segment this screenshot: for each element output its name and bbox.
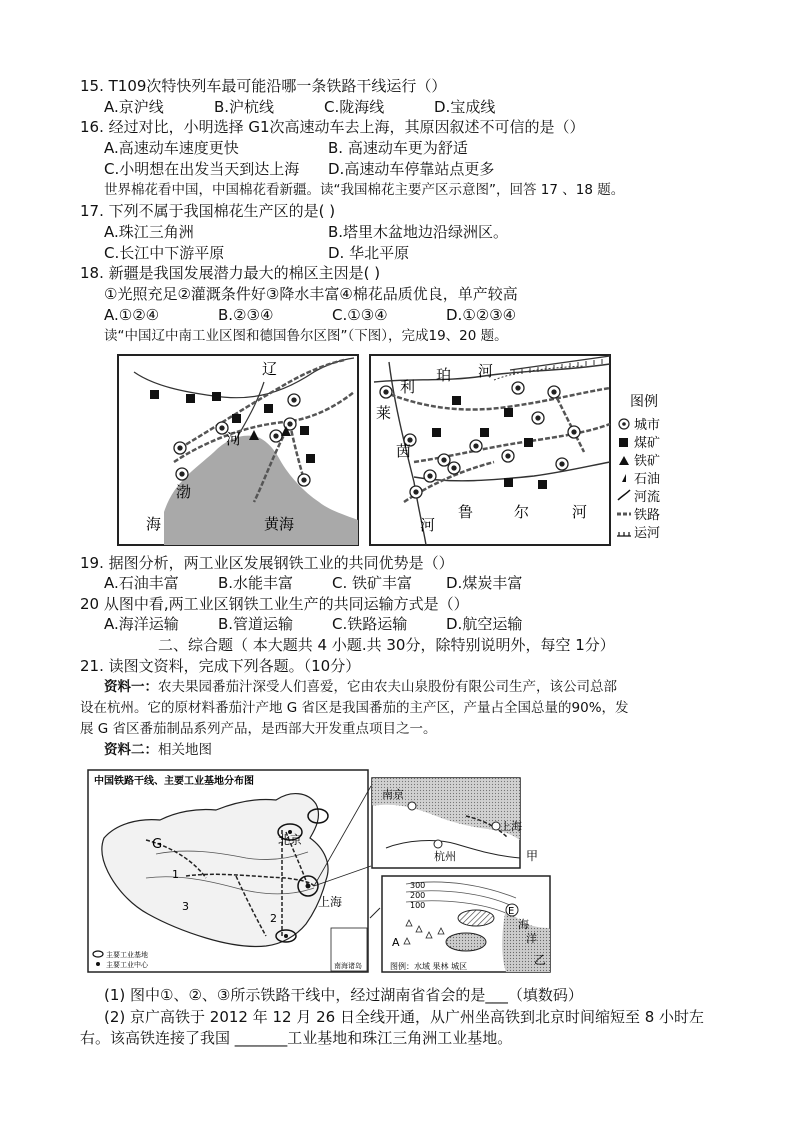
material-1-line1 — [104, 677, 617, 697]
label-g: G — [152, 837, 163, 852]
q20-option-d[interactable]: D.航空运输 — [446, 615, 523, 633]
liaozhongnan-map — [118, 355, 358, 545]
legend-center: 主要工业中心 — [106, 961, 148, 969]
q16-option-d[interactable]: D.高速动车停靠站点更多 — [328, 160, 495, 178]
label-hangzhou: 杭州 — [434, 850, 456, 863]
q21-sub1: (1) 图中①、②、③所示铁路干线中，经过湖南省省会的是___（填数码） — [104, 986, 583, 1004]
intro-19-20: 读“中国辽中南工业区图和德国鲁尔区图”（下图），完成19、20 题。 — [104, 328, 508, 344]
intro-17-18: 世界棉花看中国，中国棉花看新疆。读“我国棉花主要产区示意图”，回答 17 、18 题。 — [104, 182, 625, 198]
q19-option-a[interactable]: A.石油丰富 — [104, 574, 179, 592]
q18-option-a[interactable]: A.①②④ — [104, 306, 160, 324]
q15-option-a[interactable]: A.京沪线 — [104, 98, 164, 116]
q18-option-b[interactable]: B.②③④ — [218, 306, 274, 324]
q15-option-b[interactable]: B.沪杭线 — [214, 98, 275, 116]
q20-stem: 20 从图中看,两工业区钢铁工业生产的共同运输方式是（） — [80, 595, 469, 613]
q19-option-d[interactable]: D.煤炭丰富 — [446, 574, 523, 592]
label-huanghai: 黄海 — [264, 515, 295, 533]
label-n2: 2 — [270, 912, 277, 925]
label-shanghai-inset: 上海 — [500, 820, 522, 833]
label-nanjing: 南京 — [382, 788, 404, 801]
label-shanghai: 上海 — [318, 895, 343, 909]
legend-oil: 石油 — [634, 472, 661, 487]
material-1-text: 农夫果园番茄汁深受人们喜爱，它由农夫山泉股份有限公司生产，该公司总部 — [158, 679, 617, 695]
material-2-text: 相关地图 — [158, 742, 212, 758]
q17-stem: 17. 下列不属于我国棉花生产区的是( ) — [80, 202, 336, 220]
legend-railway: 铁路 — [634, 508, 661, 523]
label-n3: 3 — [182, 900, 189, 913]
q18-option-d[interactable]: D.①②③④ — [446, 306, 517, 324]
map-legend — [617, 394, 660, 541]
material-1-line3: 展 G 省区番茄制品系列产品，是西部大开发重点项目之一。 — [80, 721, 437, 737]
industrial-maps-figure — [114, 352, 680, 550]
q20-option-a[interactable]: A.海洋运输 — [104, 615, 179, 633]
q19-option-b[interactable]: B.水能丰富 — [218, 574, 294, 592]
china-map — [88, 770, 371, 972]
inset-yi-map — [382, 876, 550, 972]
material-2-label: 资料二： — [104, 742, 158, 758]
q16-option-b[interactable]: B. 高速动车更为舒适 — [328, 139, 468, 157]
material-1-label: 资料一： — [104, 679, 158, 695]
q18-stem: 18. 新疆是我国发展潜力最大的棉区主因是( ) — [80, 264, 381, 282]
q15-options — [104, 97, 544, 117]
label-hai-inset: 海 — [518, 918, 529, 931]
inset-jia-map — [372, 778, 538, 868]
label-li: 利 — [400, 378, 416, 396]
label-c100: 100 — [410, 901, 426, 910]
label-bo: 渤 — [176, 483, 192, 501]
label-lu: 鲁 — [458, 503, 474, 521]
q18-statements: ①光照充足②灌溉条件好③降水丰富④棉花品质优良，单产较高 — [104, 285, 518, 303]
label-liao: 辽 — [262, 360, 278, 378]
oil-icon — [622, 474, 626, 482]
q17-option-a[interactable]: A.珠江三角洲 — [104, 223, 194, 241]
q20-option-c[interactable]: C.铁路运输 — [332, 615, 408, 633]
legend-iron: 铁矿 — [634, 454, 661, 469]
canal-icon — [617, 532, 631, 536]
q19-stem: 19. 据图分析，两工业区发展钢铁工业的共同优势是（） — [80, 554, 454, 572]
q17-option-d[interactable]: D. 华北平原 — [328, 244, 410, 262]
label-lai: 莱 — [376, 404, 392, 422]
q18-options — [104, 305, 560, 325]
river-icon — [618, 490, 630, 500]
ruhr-map — [370, 355, 610, 545]
label-er: 尔 — [514, 503, 530, 521]
label-po: 珀 — [436, 366, 452, 384]
q15-option-c[interactable]: C.陇海线 — [324, 98, 385, 116]
q21-stem: 21. 读图文资料，完成下列各题。（10分） — [80, 657, 361, 675]
label-he3: 河 — [420, 516, 436, 534]
legend-river: 河流 — [634, 490, 661, 505]
q19-option-c[interactable]: C. 铁矿丰富 — [332, 574, 413, 592]
q19-options — [104, 573, 560, 593]
legend-canal: 运河 — [634, 526, 661, 541]
coal-icon — [619, 438, 628, 447]
legend-base: 主要工业基地 — [106, 951, 148, 959]
label-he4: 河 — [572, 503, 588, 521]
q16-option-c[interactable]: C.小明想在出发当天到达上海 — [104, 160, 300, 178]
iron-icon — [619, 456, 629, 465]
q21-sub2-cont: 右。该高铁连接了我国 _______工业基地和珠江三角洲工业基地。 — [80, 1029, 513, 1047]
q15-stem: 15. T109次特快列车最可能沿哪一条铁路干线运行（） — [80, 77, 447, 95]
china-map-title: 中国铁路干线、主要工业基地分布图 — [94, 776, 254, 787]
label-c200: 200 — [410, 891, 426, 900]
material-2-line — [104, 740, 212, 760]
legend-title: 图例 — [630, 394, 658, 410]
q18-option-c[interactable]: C.①③④ — [332, 306, 388, 324]
label-hai: 海 — [146, 515, 162, 533]
q17-option-c[interactable]: C.长江中下游平原 — [104, 244, 225, 262]
section-2-heading: 二、综合题（ 本大题共 4 小题.共 30分，除特别说明外，每空 1分） — [158, 636, 615, 654]
inset-legend: 图例：水域 果林 城区 — [390, 962, 468, 971]
label-n1: 1 — [172, 868, 179, 881]
label-yang: 洋 — [526, 932, 537, 945]
legend-coal: 煤矿 — [634, 436, 661, 451]
q16-option-a[interactable]: A.高速动车速度更快 — [104, 139, 239, 157]
q15-option-d[interactable]: D.宝成线 — [434, 98, 496, 116]
label-e: E — [508, 906, 515, 917]
label-he: 河 — [226, 430, 242, 448]
label-nanhai: 南海诸岛 — [334, 962, 362, 970]
label-c300: 300 — [410, 881, 426, 890]
label-jia: 甲 — [526, 849, 539, 863]
material-1-line2: 设在杭州。它的原材料番茄汁产地 G 省区是我国番茄的主产区，产量占全国总量的90%，发 — [80, 700, 629, 716]
label-a: A — [392, 936, 400, 949]
label-he2: 河 — [478, 362, 494, 380]
china-railway-figure — [86, 768, 556, 976]
q20-option-b[interactable]: B.管道运输 — [218, 615, 294, 633]
label-yin: 茵 — [396, 442, 412, 460]
q20-options — [104, 614, 560, 634]
q17-option-b[interactable]: B.塔里木盆地边沿绿洲区。 — [328, 223, 509, 241]
q21-sub2: (2) 京广高铁于 2012 年 12 月 26 日全线开通，从广州坐高铁到北京时间缩短至 8 小时左 — [104, 1008, 705, 1026]
label-beijing: 北京 — [278, 833, 303, 847]
label-yi: 乙 — [534, 953, 547, 967]
legend-city: 城市 — [634, 418, 661, 433]
q16-stem: 16. 经过对比，小明选择 G1次高速动车去上海，其原因叙述不可信的是（） — [80, 118, 585, 136]
